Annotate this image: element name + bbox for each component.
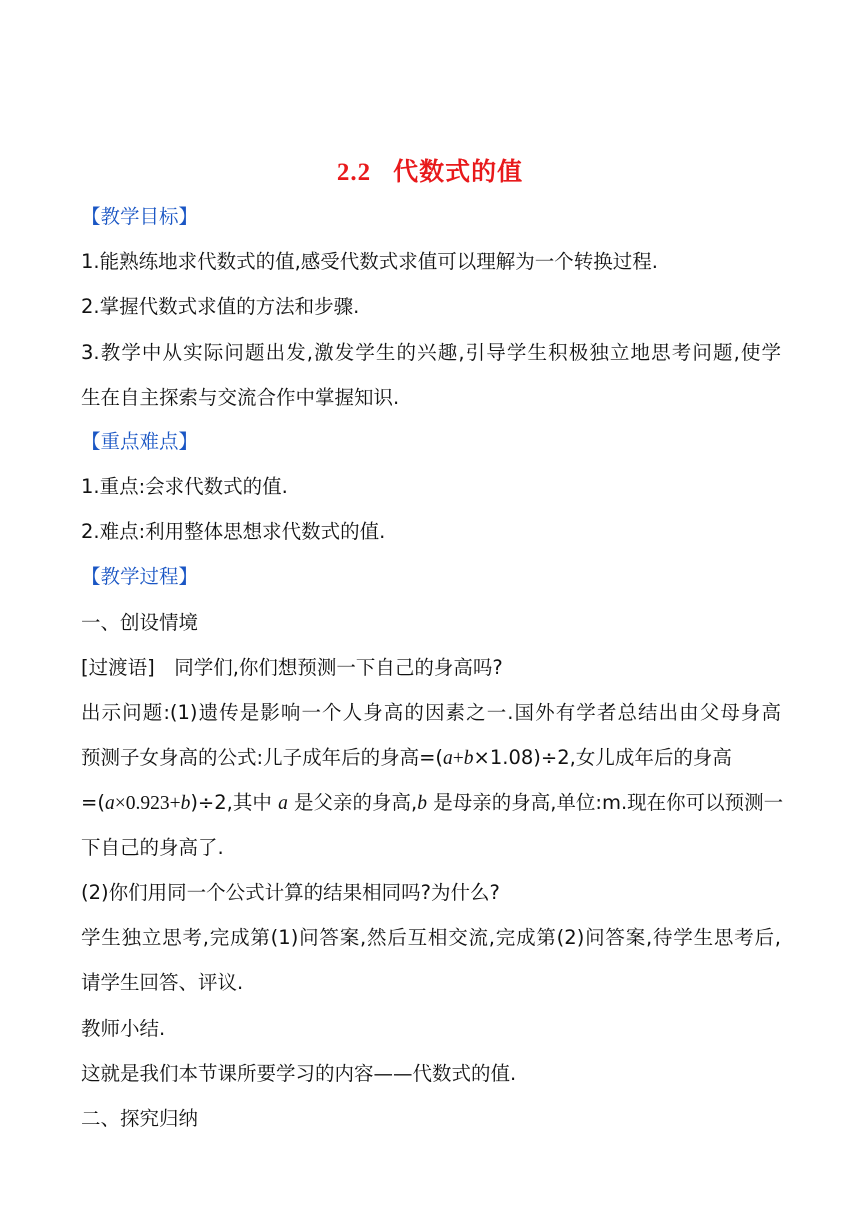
objective-3-line-1: 3.教学中从实际问题出发,激发学生的兴趣,引导学生积极独立地思考问题,使学 [81, 341, 781, 364]
problem-line-4: 下自己的身高了. [81, 836, 224, 859]
keypoint-2: 2.难点:利用整体思想求代数式的值. [81, 520, 386, 543]
problem-line-3-text-a: =( [81, 791, 105, 814]
objective-3-line-2: 生在自主探索与交流合作中掌握知识. [81, 386, 400, 409]
variable-a: a [278, 793, 288, 814]
section-number: 2.2 [336, 159, 372, 186]
problem-line-3-text-c: )÷2,其中 [190, 791, 279, 814]
variable-b: b [417, 793, 427, 814]
page-title [0, 152, 860, 188]
part1-heading: 一、创设情境 [81, 611, 199, 634]
students-line-2: 请学生回答、评议. [81, 971, 244, 994]
transition-text: [过渡语] 同学们,你们想预测一下自己的身高吗? [81, 656, 503, 679]
variable-b: b [463, 748, 474, 769]
objectives-heading: 【教学目标】 [81, 205, 199, 228]
problem-line-3-text-e: 是母亲的身高,单位:m.现在你可以预测一 [427, 791, 784, 814]
problem-line-2-text-a: 预测子女身高的公式:儿子成年后的身高=( [81, 746, 444, 769]
problem-line-3 [81, 788, 784, 819]
teacher-summary: 教师小结. [81, 1017, 166, 1040]
process-heading: 【教学过程】 [81, 565, 199, 588]
students-line-1: 学生独立思考,完成第(1)问答案,然后互相交流,完成第(2)问答案,待学生思考后, [81, 926, 781, 949]
question-2: (2)你们用同一个公式计算的结果相同吗?为什么? [81, 881, 500, 904]
variable-a: a [443, 748, 453, 769]
problem-line-2 [81, 743, 781, 774]
objective-2: 2.掌握代数式求值的方法和步骤. [81, 295, 360, 318]
problem-line-3-text-d: 是父亲的身高, [287, 791, 418, 814]
part2-heading: 二、探究归纳 [81, 1107, 199, 1130]
problem-line-3-text-b: ×0.923+ [114, 793, 181, 814]
problem-line-2-text-c: ×1.08)÷2,女儿成年后的身高 [473, 746, 732, 769]
variable-a: a [104, 793, 115, 814]
objective-1: 1.能熟练地求代数式的值,感受代数式求值可以理解为一个转换过程. [81, 250, 659, 273]
keypoints-heading: 【重点难点】 [81, 430, 199, 453]
plus-sign: + [452, 748, 464, 769]
title-text: 代数式的值 [393, 157, 524, 186]
lesson-intro: 这就是我们本节课所要学习的内容——代数式的值. [81, 1062, 517, 1085]
variable-b: b [180, 793, 191, 814]
keypoint-1: 1.重点:会求代数式的值. [81, 475, 288, 498]
problem-line-1: 出示问题:(1)遗传是影响一个人身高的因素之一.国外有学者总结出由父母身高 [81, 701, 781, 724]
